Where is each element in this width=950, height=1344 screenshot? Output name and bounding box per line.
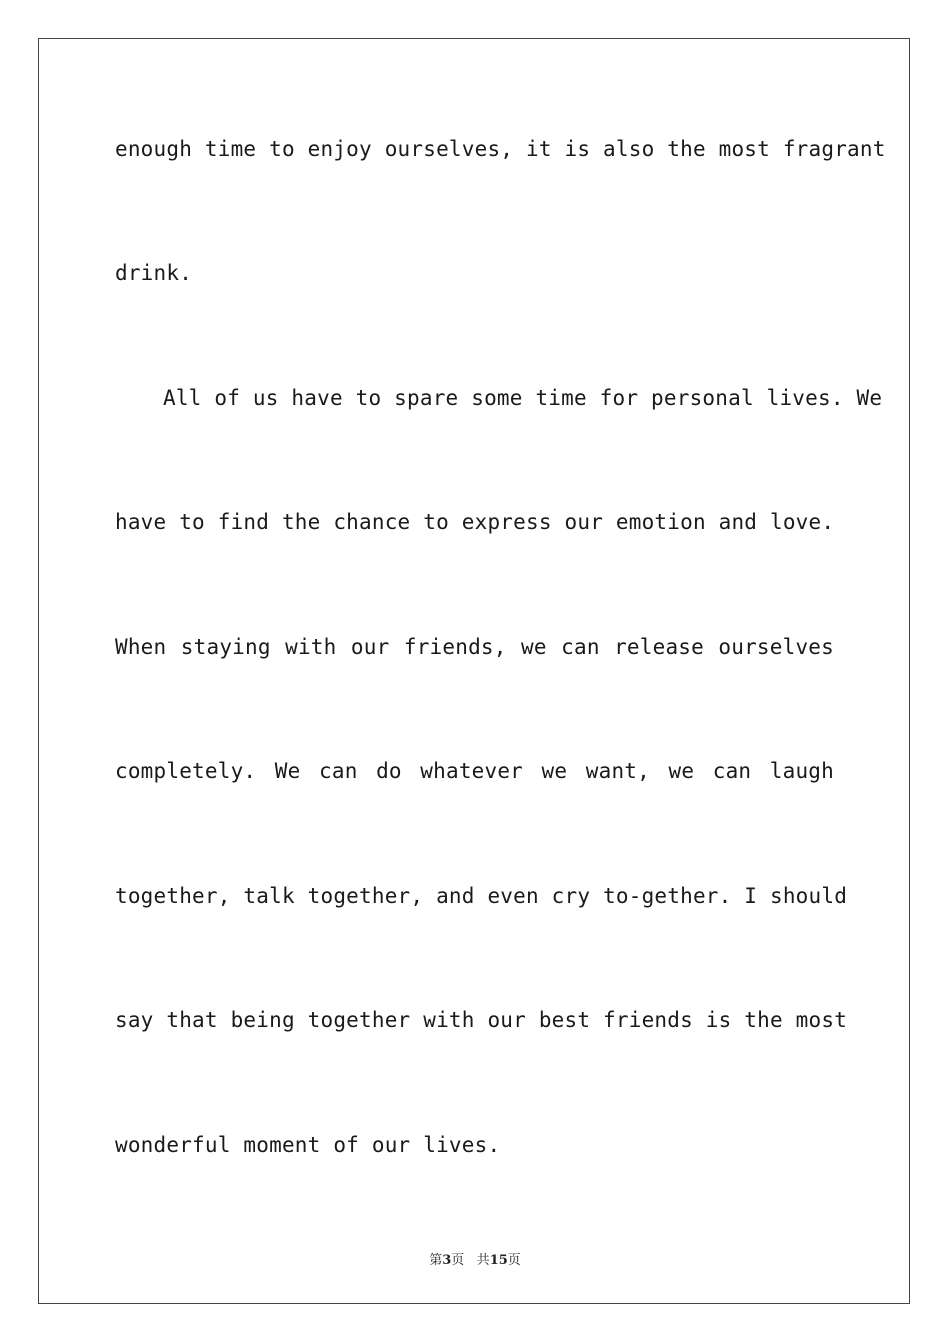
text-line-4: have to find the chance to express our emotion and love. — [115, 510, 835, 534]
footer-total-suffix: 页 — [507, 1253, 521, 1268]
footer-current-page: 3 — [442, 1253, 452, 1268]
footer-page-suffix: 页 — [451, 1253, 465, 1268]
footer-page-prefix: 第 — [429, 1253, 443, 1268]
text-line-5: When staying with our friends, we can release ourselves — [115, 635, 834, 659]
text-line-3: All of us have to spare some time for personal lives. We — [163, 386, 883, 410]
text-line-2: drink. — [115, 261, 193, 285]
text-line-6: completely. We can do whatever we want, we can laugh — [115, 759, 834, 783]
page-footer — [0, 1249, 950, 1268]
text-line-9: wonderful moment of our lives. — [115, 1133, 501, 1157]
page-border — [38, 38, 910, 1304]
footer-total-prefix: 共 — [476, 1253, 490, 1268]
text-line-1: enough time to enjoy ourselves, it is also the most fragrant — [115, 137, 886, 161]
footer-total-pages: 15 — [489, 1253, 508, 1268]
text-line-8: say that being together with our best friends is the most — [115, 1008, 848, 1032]
text-line-7: together, talk together, and even cry to-gether. I should — [115, 884, 848, 908]
